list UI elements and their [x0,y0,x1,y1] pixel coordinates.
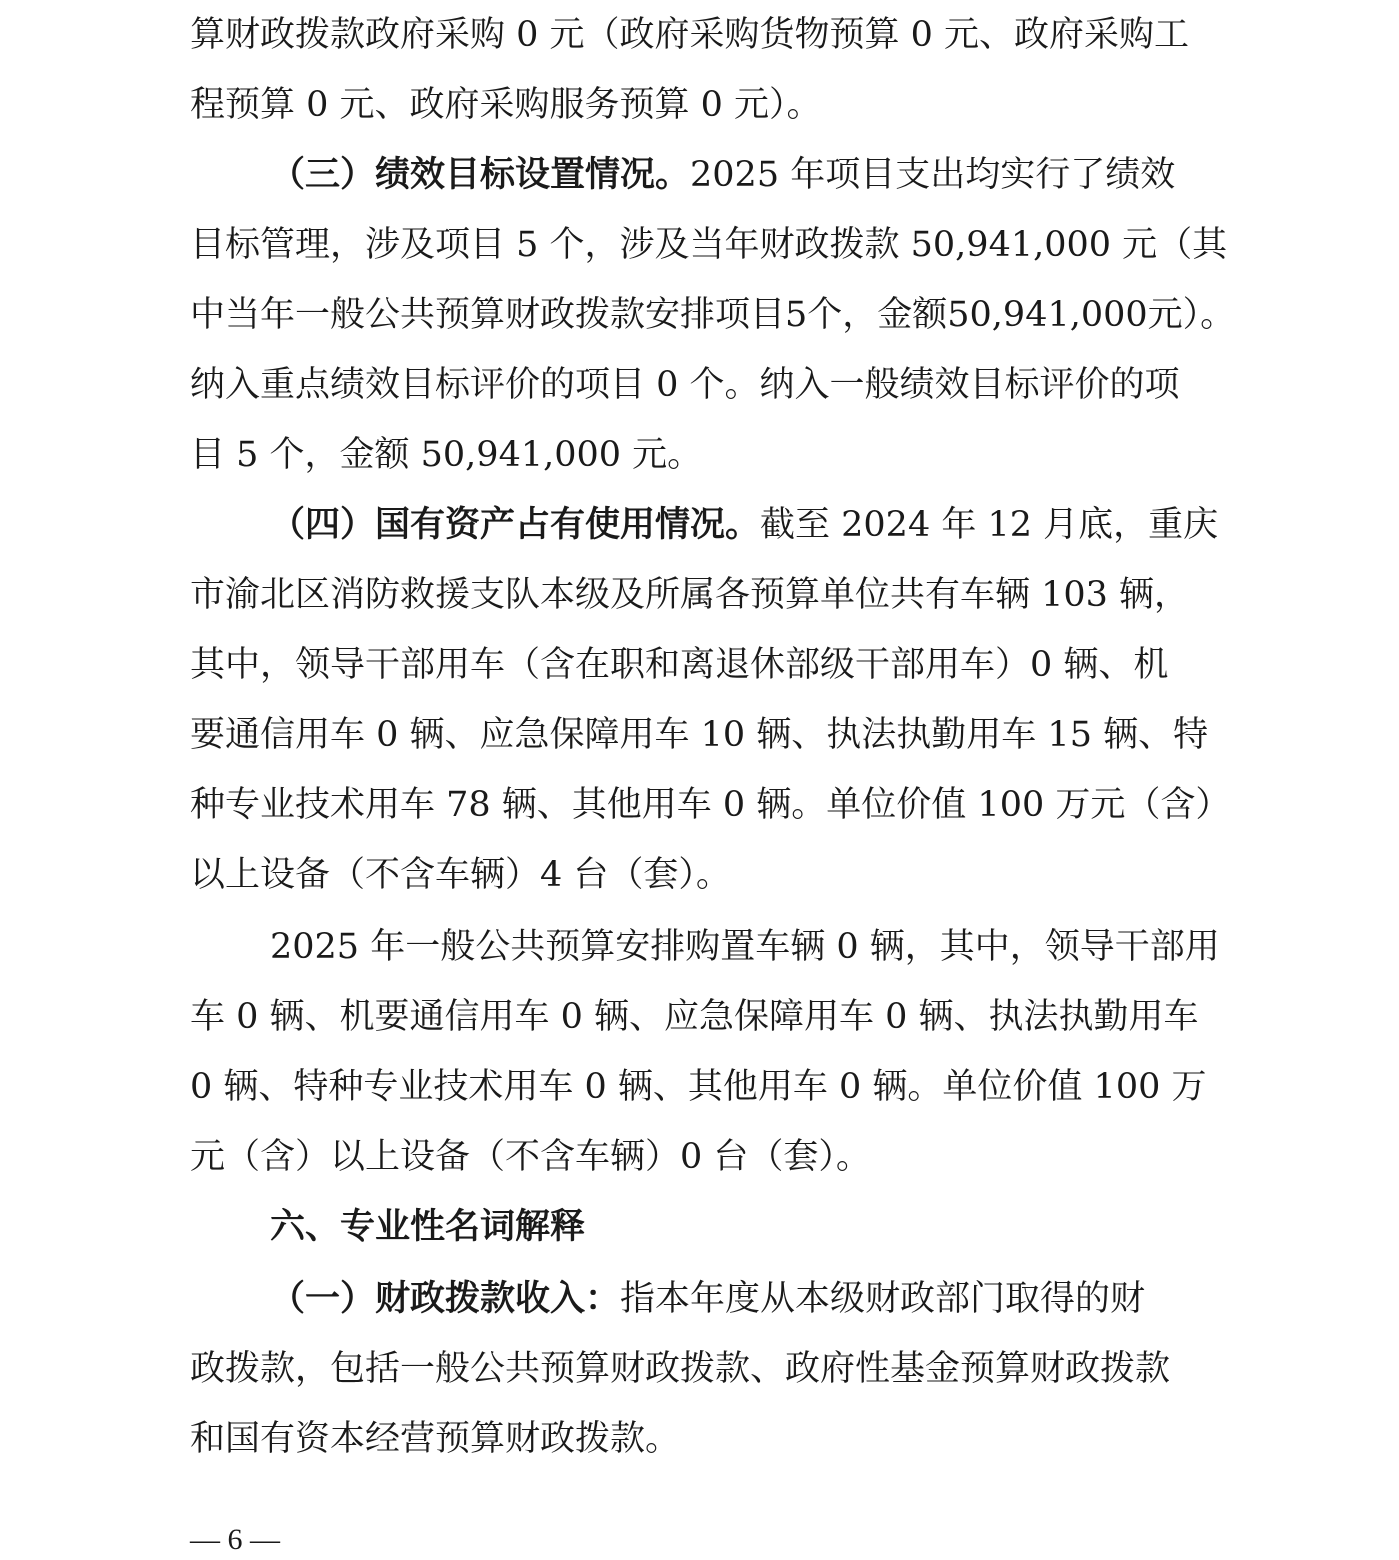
paragraph-first-line [270,140,1175,210]
paragraph-text: 截至 2024 年 12 月底，重庆 [760,505,1219,545]
paragraph-line: 要通信用车 0 辆、应急保障用车 10 辆、执法执勤用车 15 辆、特 [190,715,1209,755]
paragraph-line: 程预算 0 元、政府采购服务预算 0 元）。 [190,85,822,125]
paragraph-line: 纳入重点绩效目标评价的项目 0 个。纳入一般绩效目标评价的项 [190,365,1180,405]
paragraph-line: 种专业技术用车 78 辆、其他用车 0 辆。单位价值 100 万元（含） [190,785,1231,825]
paragraph-line: 算财政拨款政府采购 0 元（政府采购货物预算 0 元、政府采购工 [190,15,1190,55]
subsection-heading: （四）国有资产占有使用情况。 [270,505,761,545]
paragraph-line: 目标管理，涉及项目 5 个，涉及当年财政拨款 50,941,000 元（其 [190,225,1228,265]
paragraph-text: 2025 年项目支出均实行了绩效 [690,155,1176,195]
paragraph-line: 市渝北区消防救援支队本级及所属各预算单位共有车辆 103 辆， [190,575,1190,615]
paragraph-line: 其中，领导干部用车（含在职和离退休部级干部用车）0 辆、机 [190,645,1169,685]
paragraph-first-line [270,490,1218,560]
section-heading: 六、专业性名词解释 [270,1207,586,1247]
paragraph-text: 指本年度从本级财政部门取得的财 [620,1279,1146,1319]
paragraph-line: 目 5 个，金额 50,941,000 元。 [190,435,703,475]
paragraph-line: 和国有资本经营预算财政拨款。 [190,1419,681,1459]
paragraph-first-line [270,1264,1145,1334]
page-number: — 6 — [190,1523,280,1556]
subsection-heading: （一）财政拨款收入： [270,1279,621,1319]
subsection-heading: （三）绩效目标设置情况。 [270,155,691,195]
paragraph-first-line: 2025 年一般公共预算安排购置车辆 0 辆，其中，领导干部用 [270,927,1220,967]
paragraph-line: 0 辆、特种专业技术用车 0 辆、其他用车 0 辆。单位价值 100 万 [190,1067,1207,1107]
paragraph-line: 车 0 辆、机要通信用车 0 辆、应急保障用车 0 辆、执法执勤用车 [190,997,1199,1037]
paragraph-line: 以上设备（不含车辆）4 台（套）。 [190,855,731,895]
paragraph-line: 政拨款，包括一般公共预算财政拨款、政府性基金预算财政拨款 [190,1349,1171,1389]
paragraph-line: 中当年一般公共预算财政拨款安排项目5个，金额50,941,000元）。 [190,295,1236,335]
paragraph-line: 元（含）以上设备（不含车辆）0 台（套）。 [190,1137,871,1177]
